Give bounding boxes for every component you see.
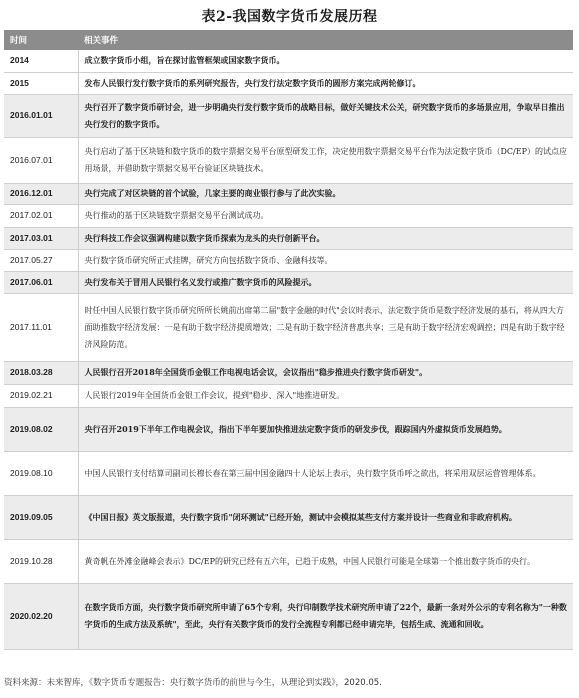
row-date: 2015 xyxy=(4,72,78,94)
row-date: 2019.02.21 xyxy=(4,384,78,407)
table-row xyxy=(4,249,573,271)
row-date: 2014 xyxy=(4,50,78,72)
row-event: 人民银行召开2018年全国货币金银工作电视电话会议，会议指出"稳步推进央行数字货币研发"。 xyxy=(78,361,573,384)
column-header-time: 时间 xyxy=(4,30,78,50)
row-date: 2019.08.02 xyxy=(4,407,78,451)
row-date: 2019.08.10 xyxy=(4,451,78,495)
table-row xyxy=(4,451,573,495)
row-date: 2016.12.01 xyxy=(4,183,78,204)
table-row xyxy=(4,361,573,384)
row-event: 央行启动了基于区块链和数字货币的数字票据交易平台原型研发工作，决定使用数字票据交易平台作为法定数字货币（DC/EP）的试点应用场景，并借助数字票据交易平台验证区块链技术。 xyxy=(78,137,573,183)
column-header-event: 相关事件 xyxy=(78,30,573,50)
row-date: 2018.03.28 xyxy=(4,361,78,384)
row-event: 央行发布关于冒用人民银行名义发行或推广数字货币的风险提示。 xyxy=(78,271,573,293)
row-event: 在数字货币方面，央行数字货币研究所申请了65个专利，央行印制数学技术研究所申请了22个，最新一条对外公示的专利名称为"一种数字货币的生成方法及系统"，至此，央行有关数字货币的发行全流程专利都已经申请完毕，包括生成、流通和回收。 xyxy=(78,583,573,649)
row-event: 发布人民银行发行数字货币的系列研究报告，央行发行法定数字货币的圆形方案完成两轮修订。 xyxy=(78,72,573,94)
row-event: 央行召开2019下半年工作电视会议，指出下半年要加快推进法定数字货币的研发步伐，跟踪国内外虚拟货币发展趋势。 xyxy=(78,407,573,451)
row-date: 2016.07.01 xyxy=(4,137,78,183)
row-date: 2017.11.01 xyxy=(4,293,78,361)
table-row xyxy=(4,227,573,249)
row-event: 成立数字货币小组，旨在探讨监管框架或国家数字货币。 xyxy=(78,50,573,72)
row-event: 央行召开了数字货币研讨会，进一步明确央行发行数字货币的战略目标，做好关键技术公关，研究数字货币的多场景应用，争取早日推出央行发行的数字货币。 xyxy=(78,94,573,137)
table-row xyxy=(4,293,573,361)
row-event: 时任中国人民银行数字货币研究所所长姚前出席第二届"数字金融的时代"会议时表示，法定数字货币是数字经济发展的基石，将从四大方面助推数字经济发展：一是有助于数字经济提质增效；二是有助于数字经济普惠共享；三是有助于数字经济宏观调控；四是有助于数字经济风险防范。 xyxy=(78,293,573,361)
row-event: 中国人民银行支付结算司副司长穆长春在第三届中国金融四十人论坛上表示，央行数字货币呼之欲出，将采用双层运营管理体系。 xyxy=(78,451,573,495)
row-date: 2017.06.01 xyxy=(4,271,78,293)
row-event: 黄奇帆在外滩金融峰会表示》DC/EP的研究已经有五六年，已趋于成熟，中国人民银行可能是全球第一个推出数字货币的央行。 xyxy=(78,539,573,583)
table-row xyxy=(4,384,573,407)
table-row xyxy=(4,271,573,293)
table-title: 表2-我国数字货币发展历程 xyxy=(201,9,378,25)
table-header-row xyxy=(4,30,573,50)
history-table xyxy=(4,30,573,650)
row-date: 2019.10.28 xyxy=(4,539,78,583)
table-row xyxy=(4,407,573,451)
row-event: 央行完成了对区块链的首个试验，几家主要的商业银行参与了此次实验。 xyxy=(78,183,573,204)
table-row xyxy=(4,539,573,583)
table-row xyxy=(4,204,573,227)
row-event: 央行数字货币研究所正式挂牌，研究方向包括数字货币、金融科技等。 xyxy=(78,249,573,271)
row-event: 央行科技工作会议强调构建以数字货币探索为龙头的央行创新平台。 xyxy=(78,227,573,249)
row-event: 人民银行2019年全国货币金银工作会议，提到"稳步、深入"地推进研发。 xyxy=(78,384,573,407)
row-date: 2017.02.01 xyxy=(4,204,78,227)
table-row xyxy=(4,94,573,137)
table-row xyxy=(4,72,573,94)
row-event: 央行推动的基于区块链数字票据交易平台测试成功。 xyxy=(78,204,573,227)
row-date: 2017.05.27 xyxy=(4,249,78,271)
table-row xyxy=(4,50,573,72)
row-date: 2020.02.20 xyxy=(4,583,78,649)
table-row xyxy=(4,137,573,183)
table-row xyxy=(4,183,573,204)
row-date: 2019.09.05 xyxy=(4,495,78,539)
row-event: 《中国日报》英文版报道，央行数字货币"闭环测试"已经开始，测试中会模拟某些支付方案并设计一些商业和非政府机构。 xyxy=(78,495,573,539)
row-date: 2016.01.01 xyxy=(4,94,78,137)
source-note: 资料来源：未来智库，《数字货币专题报告：央行数字货币的前世与今生，从理论到实践》，2020.05. xyxy=(4,678,382,688)
row-date: 2017.03.01 xyxy=(4,227,78,249)
table-row xyxy=(4,583,573,649)
table-row xyxy=(4,495,573,539)
